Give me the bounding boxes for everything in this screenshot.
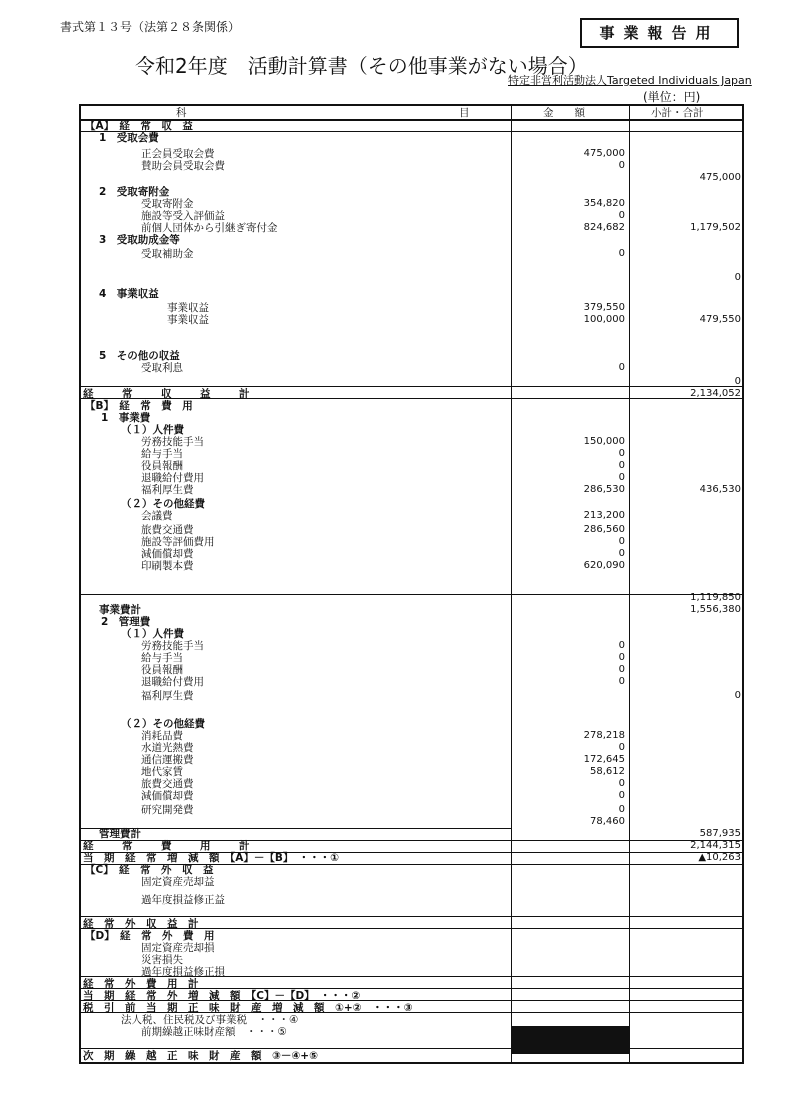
row-label: 施設等評価費用 bbox=[141, 536, 215, 548]
row-label: 事業費計 bbox=[99, 604, 141, 616]
amount-cell: 0 bbox=[618, 804, 625, 815]
subtotal-cell: ▲10,263 bbox=[698, 852, 741, 863]
header-subtotal: 小計・合計 bbox=[651, 107, 704, 119]
amount-cell: 354,820 bbox=[583, 198, 625, 209]
row-label: 受取補助金 bbox=[141, 248, 194, 260]
amount-cell: 100,000 bbox=[583, 314, 625, 325]
row-label: 旅費交通費 bbox=[141, 778, 194, 790]
amount-cell: 78,460 bbox=[590, 816, 625, 827]
row-label: 役員報酬 bbox=[141, 664, 183, 676]
amount-cell: 0 bbox=[618, 548, 625, 559]
amount-cell: 379,550 bbox=[583, 302, 625, 313]
row-label: （１）人件費 bbox=[121, 628, 184, 640]
row-label: 1 受取会費 bbox=[99, 132, 159, 144]
amount-cell: 0 bbox=[618, 448, 625, 459]
row-label: 消耗品費 bbox=[141, 730, 183, 742]
row-label: 正会員受取会費 bbox=[141, 148, 215, 160]
row-label: 前期繰越正味財産額 ・・・⑤ bbox=[141, 1026, 287, 1038]
row-label: 受取利息 bbox=[141, 362, 183, 374]
row-label: 4 事業収益 bbox=[99, 288, 159, 300]
subtotal-cell: 1,556,380 bbox=[690, 604, 741, 615]
row-label: （１）人件費 bbox=[121, 424, 184, 436]
row-label: 過年度損益修正損 bbox=[141, 966, 225, 978]
organization-name: 特定非営利活動法人Targeted Individuals Japan bbox=[508, 74, 752, 87]
row-label: 固定資産売却益 bbox=[141, 876, 215, 888]
row-label: 3 受取助成金等 bbox=[99, 234, 180, 246]
row-label: 印刷製本費 bbox=[141, 560, 194, 572]
row-label: （２）その他経費 bbox=[121, 498, 205, 510]
activity-statement-table bbox=[79, 104, 744, 1064]
row-label: 受取寄附金 bbox=[141, 198, 194, 210]
amount-cell: 0 bbox=[618, 210, 625, 221]
amount-cell: 0 bbox=[618, 460, 625, 471]
row-label: 給与手当 bbox=[141, 448, 183, 460]
subtotal-cell: 1,179,502 bbox=[690, 222, 741, 233]
amount-cell: 0 bbox=[618, 472, 625, 483]
row-label: 通信運搬費 bbox=[141, 754, 194, 766]
header-item: 目 bbox=[459, 107, 470, 119]
row-label: 経 常 外 費 用 計 bbox=[83, 978, 199, 990]
row-label: 地代家賃 bbox=[141, 766, 183, 778]
subtotal-cell: 0 bbox=[734, 690, 741, 701]
row-label: 水道光熱費 bbox=[141, 742, 194, 754]
row-label: 2 受取寄附金 bbox=[99, 186, 170, 198]
amount-cell: 0 bbox=[618, 778, 625, 789]
amount-cell: 213,200 bbox=[583, 510, 625, 521]
amount-cell: 824,682 bbox=[583, 222, 625, 233]
row-label: 当 期 経 常 増 減 額 【A】－【B】 ・・・① bbox=[83, 852, 340, 864]
row-label: 災害損失 bbox=[141, 954, 183, 966]
row-label: 法人税、住民税及び事業税 ・・・④ bbox=[121, 1014, 299, 1026]
row-label: 給与手当 bbox=[141, 652, 183, 664]
row-label: 福利厚生費 bbox=[141, 690, 194, 702]
row-label: 福利厚生費 bbox=[141, 484, 194, 496]
amount-cell: 0 bbox=[618, 160, 625, 171]
document-title: 令和2年度 活動計算書（その他事業がない場合） bbox=[135, 54, 588, 78]
row-label: 経 常 費 用 計 bbox=[83, 840, 259, 852]
subtotal-cell: 1,119,850 bbox=[690, 592, 741, 603]
row-label: 税 引 前 当 期 正 味 財 産 増 減 額 ①+② ・・・③ bbox=[83, 1002, 413, 1014]
row-label: 【D】 経 常 外 費 用 bbox=[85, 930, 215, 942]
amount-cell: 278,218 bbox=[583, 730, 625, 741]
subtotal-cell: 436,530 bbox=[699, 484, 741, 495]
amount-cell: 58,612 bbox=[590, 766, 625, 777]
row-label: 経 常 収 益 計 bbox=[83, 388, 259, 400]
row-label: 旅費交通費 bbox=[141, 524, 194, 536]
subtotal-column-divider bbox=[629, 106, 630, 1062]
amount-cell: 475,000 bbox=[583, 148, 625, 159]
row-label: 【B】 経 常 費 用 bbox=[85, 400, 193, 412]
amount-cell: 0 bbox=[618, 676, 625, 687]
amount-cell: 0 bbox=[618, 362, 625, 373]
amount-cell: 0 bbox=[618, 790, 625, 801]
unit-label: (単位：円) bbox=[643, 90, 701, 104]
row-label: 当 期 経 常 外 増 減 額 【C】－【D】 ・・・② bbox=[83, 990, 361, 1002]
amount-cell: 150,000 bbox=[583, 436, 625, 447]
row-label: 役員報酬 bbox=[141, 460, 183, 472]
form-number: 書式第１３号（法第２８条関係） bbox=[60, 20, 241, 34]
header-amount: 金 額 bbox=[543, 107, 585, 119]
row-label: 次 期 繰 越 正 味 財 産 額 ③－④+⑤ bbox=[83, 1050, 318, 1062]
amount-cell: 620,090 bbox=[583, 560, 625, 571]
subtotal-cell: 475,000 bbox=[699, 172, 741, 183]
amount-cell: 286,560 bbox=[583, 524, 625, 535]
row-label: 【A】 経 常 収 益 bbox=[85, 120, 193, 132]
row-label: 労務技能手当 bbox=[141, 640, 204, 652]
row-label: 賛助会員受取会費 bbox=[141, 160, 225, 172]
subtotal-cell: 2,134,052 bbox=[690, 388, 741, 399]
row-label: 事業収益 bbox=[167, 302, 209, 314]
row-label: 2 管理費 bbox=[101, 616, 151, 628]
amount-cell: 0 bbox=[618, 742, 625, 753]
row-label: 1 事業費 bbox=[101, 412, 151, 424]
row-label: 【C】 経 常 外 収 益 bbox=[85, 864, 214, 876]
row-label: 前個人団体から引継ぎ寄付金 bbox=[141, 222, 278, 234]
row-label: 固定資産売却損 bbox=[141, 942, 215, 954]
row-label: 経 常 外 収 益 計 bbox=[83, 918, 199, 930]
amount-cell: 0 bbox=[618, 664, 625, 675]
row-label: 会議費 bbox=[141, 510, 173, 522]
row-label: 事業収益 bbox=[167, 314, 209, 326]
amount-cell: 0 bbox=[618, 536, 625, 547]
row-label: 減価償却費 bbox=[141, 548, 194, 560]
row-divider bbox=[81, 1048, 742, 1049]
amount-cell: 0 bbox=[618, 652, 625, 663]
row-label: 管理費計 bbox=[99, 828, 141, 840]
row-divider bbox=[81, 828, 511, 829]
row-label: 退職給付費用 bbox=[141, 676, 204, 688]
amount-cell: 286,530 bbox=[583, 484, 625, 495]
report-type-badge: 事業報告用 bbox=[580, 18, 739, 48]
amount-cell: 172,645 bbox=[583, 754, 625, 765]
subtotal-cell: 0 bbox=[734, 376, 741, 387]
amount-cell: 0 bbox=[618, 640, 625, 651]
row-label: 労務技能手当 bbox=[141, 436, 204, 448]
row-label: 退職給付費用 bbox=[141, 472, 204, 484]
row-label: 施設等受入評価益 bbox=[141, 210, 225, 222]
subtotal-cell: 2,144,315 bbox=[690, 840, 741, 851]
subtotal-cell: 479,550 bbox=[699, 314, 741, 325]
row-label: 減価償却費 bbox=[141, 790, 194, 802]
row-divider bbox=[81, 916, 742, 917]
header-subject: 科 bbox=[176, 107, 187, 119]
row-label: 過年度損益修正益 bbox=[141, 894, 225, 906]
subtotal-cell: 0 bbox=[734, 272, 741, 283]
row-label: （２）その他経費 bbox=[121, 718, 205, 730]
subtotal-cell: 587,935 bbox=[699, 828, 741, 839]
row-label: 研究開発費 bbox=[141, 804, 194, 816]
row-label: 5 その他の収益 bbox=[99, 350, 180, 362]
amount-cell: 0 bbox=[618, 248, 625, 259]
redacted-cell bbox=[512, 1026, 629, 1054]
